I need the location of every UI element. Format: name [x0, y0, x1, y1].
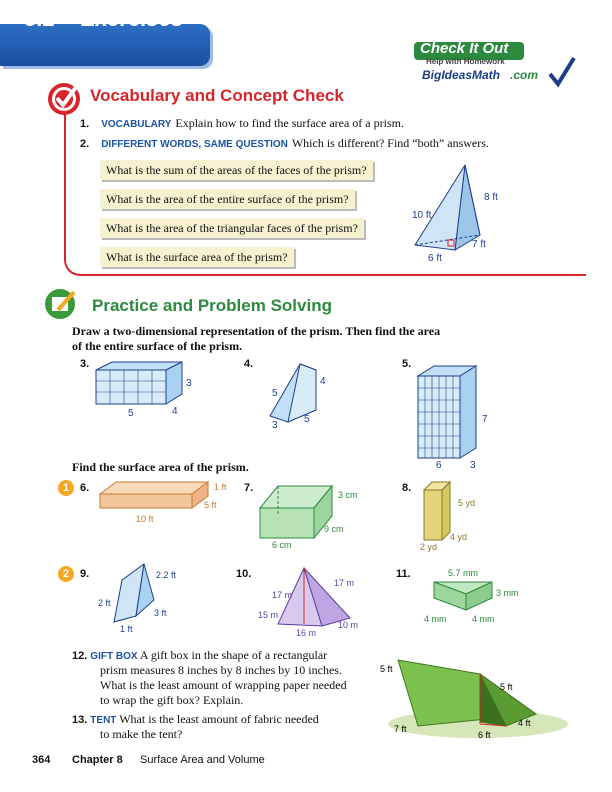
label: 1 ft [214, 482, 227, 492]
label: 10 ft [136, 514, 154, 524]
instructions-draw [72, 324, 440, 354]
ex-number: 5. [402, 358, 412, 370]
label: 10 m [338, 620, 359, 630]
label: 6 ft [428, 253, 442, 264]
ex-number: 11. [396, 568, 411, 580]
help-badge-2: 2 [58, 566, 74, 582]
label: 5 yd [458, 498, 476, 508]
label: 4 ft [518, 718, 531, 728]
label: 3 ft [154, 608, 167, 618]
label: 8 ft [484, 192, 498, 203]
triangular-prism-9 [92, 560, 202, 636]
pyramid-prism-10 [250, 564, 380, 640]
ex-number: 7. [244, 482, 254, 494]
rect-prism-7 [254, 478, 374, 550]
pencil-badge-icon [44, 288, 84, 320]
ex-number: 6. [80, 482, 90, 494]
instruction-line: Draw a two-dimensional representation of the prism. Then find the area [72, 324, 441, 338]
practice-heading: Practice and Problem Solving [92, 296, 332, 315]
help-badge-1: 1 [58, 480, 74, 496]
section-title: Exercises [80, 6, 183, 31]
ex-text: to wrap the gift box? Explain. [100, 693, 244, 707]
check-it-out-logo[interactable] [410, 40, 578, 92]
ex-number: 4. [244, 358, 254, 370]
label: 2 ft [98, 598, 111, 608]
checkmark-badge-icon [44, 78, 84, 118]
label: 10 ft [412, 210, 432, 221]
label: 7 ft [394, 724, 407, 734]
label: 3 mm [496, 588, 519, 598]
tent-illustration [368, 640, 568, 744]
instructions-surface-area: Find the surface area of the prism. [72, 460, 249, 474]
ex-text: to make the tent? [100, 727, 183, 741]
check-it-out-text: Check It Out [420, 40, 509, 57]
vocab-heading: Vocabulary and Concept Check [90, 86, 344, 105]
ex-text: What is the least amount of wrapping paper needed [100, 678, 347, 692]
label: 5 ft [500, 682, 513, 692]
instruction-line: of the entire surface of the prism. [72, 339, 243, 353]
ex-keyword: TENT [90, 715, 117, 726]
chapter-label: Chapter 8 [72, 754, 123, 766]
label: 7 [482, 414, 488, 425]
tall-prism-grid-5 [412, 364, 502, 472]
label: 15 m [258, 610, 279, 620]
ex-keyword: VOCABULARY [101, 119, 172, 130]
ex-number: 12. [72, 650, 88, 662]
question-option: What is the sum of the areas of the faces of the prism? [100, 160, 373, 180]
label: 2.2 ft [156, 570, 177, 580]
page-number: 364 [32, 754, 51, 766]
label: 4 [320, 376, 326, 387]
label: 3 [186, 378, 192, 389]
triangular-prism-11 [414, 564, 524, 630]
label: 16 m [296, 628, 317, 638]
label: 5 [128, 408, 134, 419]
label: 5 [304, 414, 310, 425]
exercise-2 [80, 134, 489, 152]
question-option: What is the area of the entire surface of the prism? [100, 189, 355, 209]
label: 3 [272, 420, 278, 431]
ex-number: 2. [80, 138, 90, 150]
label: 9 cm [324, 524, 344, 534]
label: 5 ft [204, 500, 217, 510]
rect-prism-8 [414, 478, 504, 554]
label: 7 ft [472, 239, 486, 250]
exercise-13 [72, 712, 372, 742]
label: 4 yd [450, 532, 468, 542]
help-text: Help with Homework [426, 57, 505, 66]
exercise-1 [80, 114, 404, 132]
ex-text: Explain how to find the surface area of a prism. [175, 116, 404, 130]
label: 2 yd [420, 542, 438, 552]
label: 5.7 mm [448, 568, 479, 578]
label: 4 mm [472, 614, 495, 624]
site-name: BigIdeasMath .com [422, 68, 539, 82]
ex-number: 1. [80, 118, 90, 130]
triangular-prism-figure [400, 160, 510, 265]
ex-number: 8. [402, 482, 412, 494]
ex-number: 10. [236, 568, 252, 580]
label: 3 cm [338, 490, 358, 500]
question-option: What is the area of the triangular faces of the prism? [100, 218, 364, 238]
flat-prism-6 [96, 478, 256, 528]
ex-text: A gift box in the shape of a rectangular [139, 648, 328, 662]
ex-line [72, 648, 372, 663]
triangular-prism-grid-4 [250, 360, 340, 432]
exercise-12 [72, 648, 372, 708]
label: 3 [470, 460, 476, 471]
ex-number: 3. [80, 358, 90, 370]
ex-line [72, 712, 372, 727]
ex-keyword: GIFT BOX [90, 651, 138, 662]
label: 5 [272, 388, 278, 399]
chapter-title: Surface Area and Volume [140, 754, 265, 766]
ex-text: prism measures 8 inches by 8 inches by 10 inches. [100, 663, 342, 677]
label: 4 [172, 406, 178, 417]
rect-prism-grid-3 [90, 360, 200, 420]
label: 6 [436, 460, 442, 471]
ex-text: What is the least amount of fabric needed [119, 712, 319, 726]
label: 1 ft [120, 624, 133, 634]
ex-number: 13. [72, 714, 88, 726]
label: 17 m [334, 578, 355, 588]
label: 17 m [272, 590, 293, 600]
ex-number: 9. [80, 568, 90, 580]
label: 5 ft [380, 664, 393, 674]
label: 6 cm [272, 540, 292, 550]
label: 6 ft [478, 730, 491, 740]
label: 4 mm [424, 614, 447, 624]
section-number: 8.2 [24, 6, 55, 31]
ex-keyword: DIFFERENT WORDS, SAME QUESTION [101, 139, 288, 150]
ex-text: Which is different? Find “both” answers. [291, 136, 489, 150]
question-option: What is the surface area of the prism? [100, 247, 294, 267]
